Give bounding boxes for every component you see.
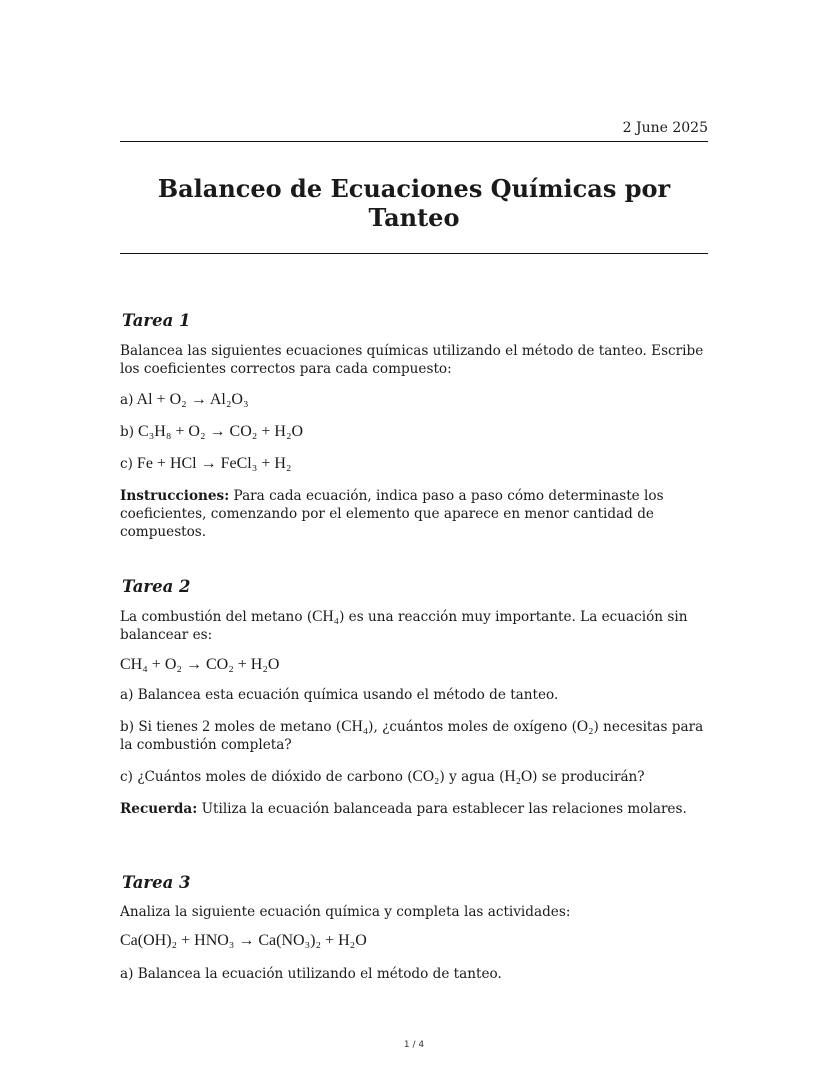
text: ) y agua ( xyxy=(439,769,505,785)
instructions-text: Para cada ecuación, indica paso a paso cómo determinaste los coeficientes, comenzando por el elemento que aparece en menor cantidad de compuestos. xyxy=(120,488,664,540)
task-1-equation-c xyxy=(120,455,291,473)
task-2-reminder xyxy=(120,800,710,818)
header-date: 2 June 2025 xyxy=(622,120,708,136)
task-1-title: Tarea 1 xyxy=(122,311,191,330)
task-3-equation: Ca(OH)₂ + HNO₃ → Ca(NO₃)₂ + H₂O xyxy=(120,932,367,949)
text: ) es una reacción muy importante. La ecuación sin balancear es: xyxy=(120,609,688,643)
text: moles de metano ( xyxy=(210,719,342,735)
task-3-title: Tarea 3 xyxy=(122,873,191,892)
task-3-question-a: a) Balancea la ecuación utilizando el método de tanteo. xyxy=(120,966,502,982)
text: La combustión del metano ( xyxy=(120,609,313,625)
text: b) Si tienes xyxy=(120,719,203,735)
formula: CH₄ xyxy=(312,608,340,625)
title-rule xyxy=(120,253,708,254)
task-1-equation-b xyxy=(120,423,303,441)
text: c) ¿Cuántos moles de dióxido de carbono ( xyxy=(120,769,413,785)
formula: O₂ xyxy=(576,718,594,735)
text: ) se producirán? xyxy=(532,769,645,785)
equation-formula: Fe + HCl → FeCl₃ + H₂ xyxy=(136,455,292,472)
text: ) necesitas para la combustión completa? xyxy=(120,719,704,753)
task-2-question-c xyxy=(120,768,710,786)
document-title: Balanceo de Ecuaciones Químicas por Tanteo xyxy=(157,174,671,232)
equation-formula: Al + O₂ → Al₂O₃ xyxy=(136,391,249,408)
equation-label: b) xyxy=(120,424,135,440)
task-1-intro: Balancea las siguientes ecuaciones químicas utilizando el método de tanteo. Escribe los coeficientes correctos para cada compuesto: xyxy=(120,343,704,377)
task-3-intro: Analiza la siguiente ecuación química y completa las actividades: xyxy=(120,904,571,920)
formula: CH₄ xyxy=(341,718,369,735)
number: 2 xyxy=(202,718,211,735)
equation-formula: C₃H₈ + O₂ → CO₂ + H₂O xyxy=(138,423,304,440)
reminder-label: Recuerda: xyxy=(120,801,198,817)
equation-label: c) xyxy=(120,456,133,472)
task-1-equation-a xyxy=(120,391,249,409)
task-1-instructions xyxy=(120,487,710,541)
task-2-intro xyxy=(120,608,710,644)
task-2-title: Tarea 2 xyxy=(122,577,191,596)
task-2-equation: CH₄ + O₂ → CO₂ + H₂O xyxy=(120,656,280,673)
formula: H₂O xyxy=(504,768,533,785)
text: ), ¿cuántos moles de oxígeno ( xyxy=(368,719,577,735)
page-number: 1 / 4 xyxy=(403,1040,425,1050)
task-2-question-a: a) Balancea esta ecuación química usando el método de tanteo. xyxy=(120,687,559,703)
header-rule xyxy=(120,141,708,142)
formula: CO₂ xyxy=(412,768,440,785)
instructions-label: Instrucciones: xyxy=(120,488,230,504)
task-2-question-b xyxy=(120,718,710,754)
reminder-text: Utiliza la ecuación balanceada para establecer las relaciones molares. xyxy=(197,801,687,817)
equation-label: a) xyxy=(120,392,134,408)
